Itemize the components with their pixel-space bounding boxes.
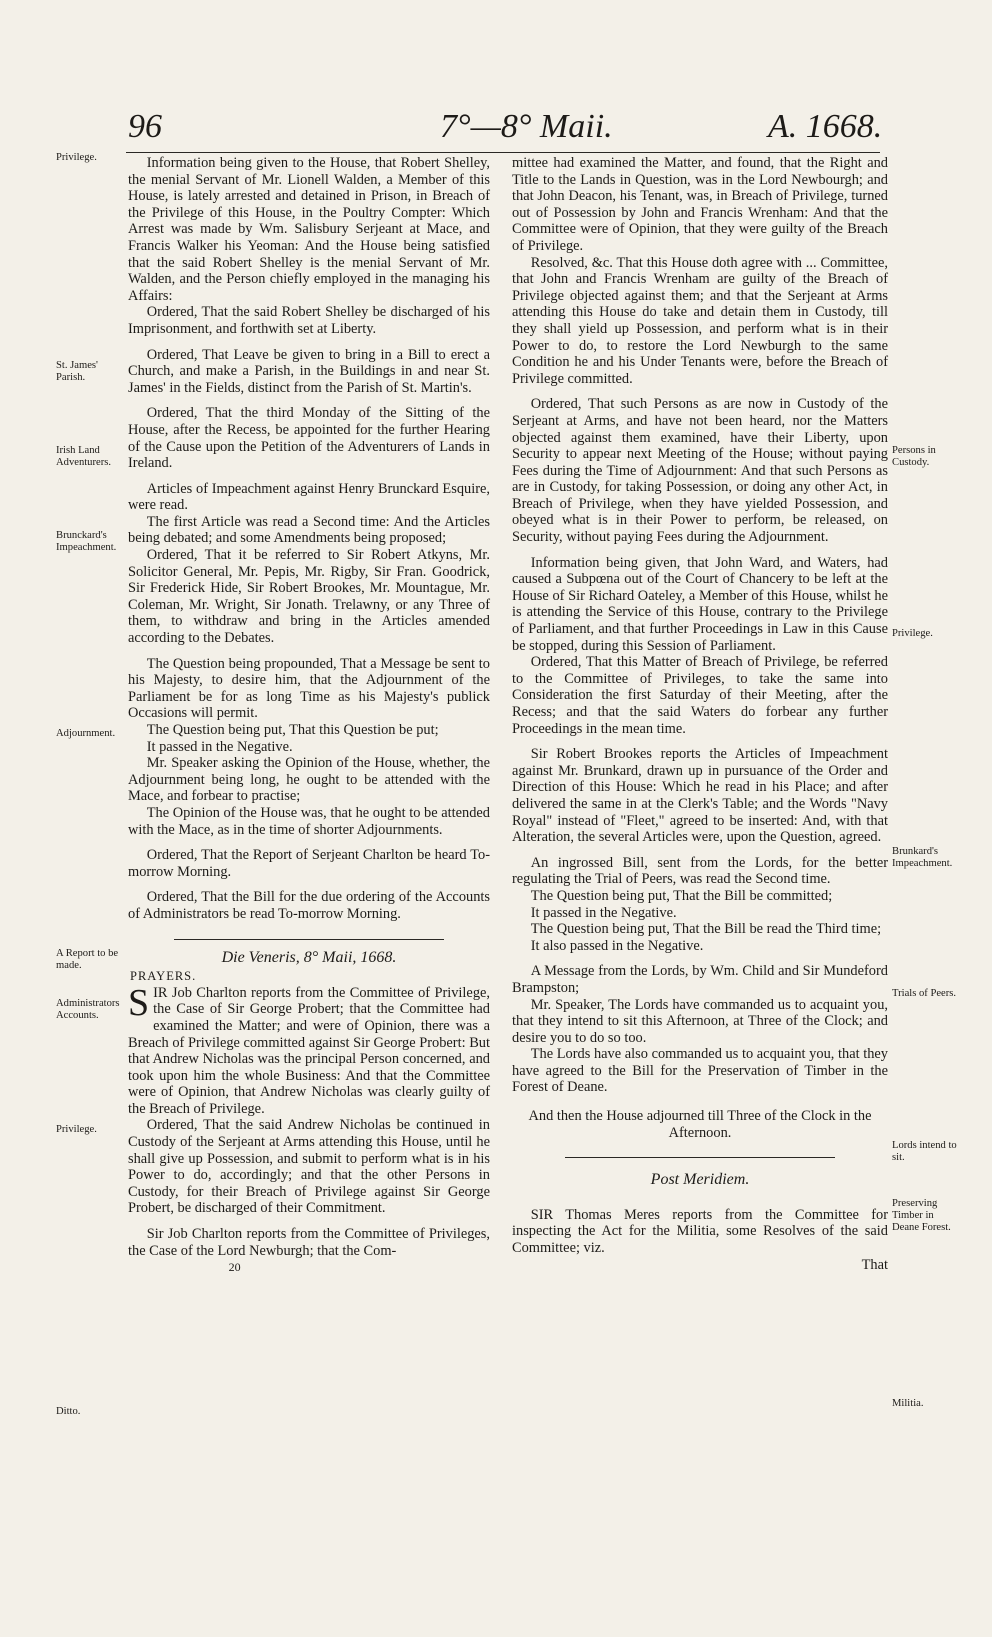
paragraph: Sir Robert Brookes reports the Articles of Impeachment against Mr. Brunkard, drawn up in pursuance of the Order and Direction of this House: Which he read in his Place; and after delivered the same in at the Clerk's Table; and the Words "Navy Royal" instead of "Fleet," agreed to be inserted: And, with that Alteration, the several Articles were, upon the Question, agreed. [512, 746, 888, 846]
adjournment-line: And then the House adjourned till Three of the Clock in the Afternoon. [528, 1108, 872, 1141]
paragraph: The Question being put, That this Question be put; [146, 722, 439, 738]
margin-note-administrators: Administrators Accounts. [56, 998, 120, 1021]
paragraph: Ordered, That it be referred to Sir Robert Atkyns, Mr. Solicitor General, Mr. Pepis, Mr. Rigby, Sir Fran. Goodrick, Sir Frederick Hide, Sir Robert Brookes, Mr. Mountague, Mr. Coleman, Mr. Wright, Sir Jonath. Trelawny, or any Three of them, to withdraw and bring in the Articles amended according to the Debates. [128, 547, 490, 647]
paragraph: The Question being put, That the Bill be committed; [530, 887, 833, 904]
right-column [512, 155, 888, 1273]
paragraph: Ordered, That the said Andrew Nicholas be continued in Custody of the Serjeant at Arms attending this House, until he shall give up Possession, and submit to perform what is in his Power to do, accordingly; and that the other Persons in Custody, for their Breach of Privilege against Sir George Probert, be discharged of their Commitment. [128, 1117, 490, 1217]
paragraph: The Question being put, That the Bill be read the Third time; [530, 921, 882, 938]
paragraph: A Message from the Lords, by Wm. Child and Sir Mundeford Brampston; [512, 963, 888, 996]
header-date: 7°—8° Maii. [440, 108, 613, 145]
paragraph: Mr. Speaker, The Lords have commanded us to acquaint you, that they intend to sit this Afternoon, at Three of the Clock; and desire you to do so too. [512, 996, 888, 1046]
paragraph: Sir Job Charlton reports from the Committee of Privileges, the Case of the Lord Newburgh; that the Com- [128, 1226, 490, 1259]
margin-note-privilege-3: Privilege. [892, 628, 933, 639]
paragraph-text: IR Job Charlton reports from the Committee of Privilege, the Case of Sir George Probert; that the Committee had examined the Matter; and were of Opinion, there was a Breach of Privilege committed against Sir George Probert: But that Andrew Nicholas was the principal Person concerned, and took upon him the whole Business: And that the Committee were of Opinion, that Andrew Nicholas was clearly guilty of the Breach of Privilege. [128, 984, 490, 1117]
margin-note-privilege-2: Privilege. [56, 1124, 97, 1135]
section-rule [565, 1157, 835, 1158]
paragraph: Ordered, That such Persons as are now in Custody of the Serjeant at Arms, and have not been heard, nor the Matters objected against them examined, have their Liberty, upon Security to appear next Meeting of the House; without paying Fees during the Time of Adjournment: And that such Persons as are in Custody, for taking Possession, or doing any other Act, in Breach of Privilege, when they have yielded Possession, and obeyed what is in their Power to perform, be released, on Security, without paying Fees during the Adjournment. [512, 396, 888, 546]
drop-cap: S [128, 981, 150, 1024]
paragraph: The Lords have also commanded us to acquaint you, that they have agreed to the Bill for the Preservation of Timber in the Forest of Deane. [512, 1046, 888, 1096]
paragraph: Information being given to the House, that Robert Shelley, the menial Servant of Mr. Lionell Walden, a Member of this House, is lately arrested and detained in Prison, in Breach of the Privilege of this House, in the Poultry Compter: Which Arrest was made by Wm. Salisbury Serjeant at Mace, and Francis Walker his Yeoman: And the House being satisfied that the said Robert Shelley is the menial Servant of Mr. Walden, and the Person chiefly employed in the managing his Affairs: [128, 155, 490, 304]
margin-note-irish-land: Irish Land Adventurers. [56, 445, 112, 468]
paragraph [128, 981, 490, 1118]
margin-note-trials-peers: Trials of Peers. [892, 988, 957, 999]
paragraph: Ordered, That the Report of Serjeant Charlton be heard To-morrow Morning. [128, 847, 490, 880]
margin-note-st-james: St. James' Parish. [56, 360, 98, 383]
prayers-label: PRAYERS. [130, 969, 197, 984]
paragraph: mittee had examined the Matter, and found, that the Right and Title to the Lands in Question, was in the Lord Newbourgh; and that John Deacon, his Tenant, was, in Breach of Privilege, turned out of Possession by John and Francis Wrenham: And that the Committee were of Opinion, that they were guilty of the Breach of Privilege. [512, 155, 888, 254]
margin-note-privilege: Privilege. [56, 152, 97, 163]
paragraph: Ordered, That Leave be given to bring in a Bill to erect a Church, and make a Parish, in the Buildings in and near St. James' in the Fields, distinct from the Parish of St. Martin's. [128, 346, 490, 396]
margin-note-brunkard: Brunkard's Impeachment. [892, 846, 953, 869]
margin-note-militia: Militia. [892, 1398, 924, 1409]
paragraph: SIR Thomas Meres reports from the Committee for inspecting the Act for the Militia, some Resolves of the said Committee; viz. [512, 1206, 888, 1257]
paragraph: Ordered, That the Bill for the due ordering of the Accounts of Administrators be read To-morrow Morning. [128, 889, 490, 922]
paragraph: Resolved, &c. That this House doth agree with ... Committee, that John and Francis Wrenham are guilty of the Breach of Privilege objected against them; and that the Serjeant at Arms attending this House do take and detain them in Custody, till they shall yield up Possession, and perform what is in their Power to do, to restore the Lord Newburgh to the same Condition he and his Under Tenants were, before the Breach of Privilege committed. [512, 254, 888, 387]
paragraph: Articles of Impeachment against Henry Brunckard Esquire, were read. [128, 480, 490, 514]
margin-note-adjournment: Adjournment. [56, 728, 116, 739]
post-meridiem-heading: Post Meridiem. [650, 1171, 750, 1189]
paragraph: Ordered, That the third Monday of the Sitting of the House, after the Recess, be appointed for the further Hearing of the Cause upon the Petition of the Adventurers of Lands in Ireland. [128, 405, 490, 472]
page-number: 96 [128, 108, 162, 145]
paragraph: Mr. Speaker asking the Opinion of the House, whether, the Adjournment being long, he ought to be attended with the Mace, and forbear to practise; [128, 755, 490, 805]
catchword: That [861, 1256, 888, 1273]
paragraph: The Question being propounded, That a Message be sent to his Majesty, to desire him, that the Adjournment of the Parliament be for as long Time as his Majesty's publick Occasions will permit. [128, 655, 490, 722]
header-rule [126, 152, 880, 153]
paragraph: It also passed in the Negative. [530, 937, 704, 954]
paragraph: Information being given, that John Ward, and Waters, had caused a Subpœna out of the Court of Chancery to be left at the House of Sir Richard Oateley, a Member of this House, whilst he is attending the Service of this House, contrary to the Privilege of Parliament, and that further Proceedings in Law in this Cause be stopped, during this Session of Parliament. [512, 554, 888, 654]
margin-note-brunckard: Brunckard's Impeachment. [56, 530, 117, 553]
margin-note-lords-intend: Lords intend to sit. [892, 1140, 957, 1163]
paragraph: The Opinion of the House was, that he ought to be attended with the Mace, as in the time of shorter Adjournments. [128, 804, 490, 838]
header-year: A. 1668. [768, 108, 883, 145]
signature-mark: 20 [228, 1260, 241, 1275]
paragraph: Ordered, That the said Robert Shelley be discharged of his Imprisonment, and forthwith set at Liberty. [128, 304, 490, 337]
paragraph: Ordered, That this Matter of Breach of Privilege, be referred to the Committee of Privileges, to take the same into Consideration the first Saturday of their Meeting, after the Recess; and that the said Waters do forbear any further Proceedings in the mean time. [512, 654, 888, 737]
margin-note-persons-custody: Persons in Custody. [892, 445, 936, 468]
day-heading: Die Veneris, 8° Maii, 1668. [221, 948, 397, 966]
margin-note-timber: Preserving Timber in Deane Forest. [892, 1198, 951, 1233]
paragraph: It passed in the Negative. [530, 904, 677, 921]
section-rule [174, 939, 444, 940]
paragraph: The first Article was read a Second time: And the Articles being debated; and some Amendments being proposed; [128, 513, 490, 547]
left-column [128, 155, 490, 1276]
margin-note-report: A Report to be made. [56, 948, 119, 971]
margin-note-ditto: Ditto. [56, 1406, 81, 1417]
paragraph: An ingrossed Bill, sent from the Lords, for the better regulating the Trial of Peers, was read the Second time. [512, 854, 888, 888]
paragraph: It passed in the Negative. [146, 738, 293, 755]
running-header [0, 108, 992, 152]
